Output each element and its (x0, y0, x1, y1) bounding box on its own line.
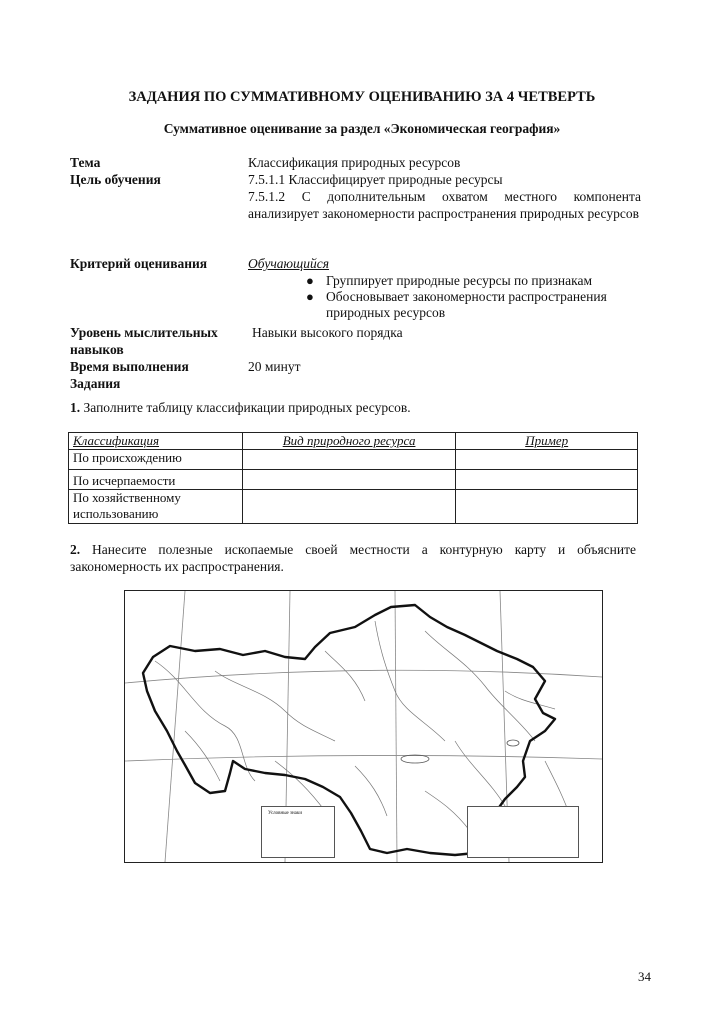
goal-item-2: 7.5.1.2 С дополнительным охватом местного компонента анализирует закономерности распространения природных ресурсов (248, 189, 641, 221)
criterion-item-text: Группирует природные ресурсы по признакам (326, 273, 593, 288)
table-row (69, 490, 638, 524)
criterion-item-text: Обосновывает закономерности распространения природных ресурсов (326, 289, 607, 320)
task1-number: 1. (70, 400, 81, 415)
time-label-line1: Время выполнения (70, 359, 189, 374)
map-legend-label: Условные знаки (268, 811, 302, 816)
level-label-line1: Уровень мыслительных (70, 325, 218, 340)
table-cell-classification: По хозяйственному использованию (69, 490, 243, 524)
time-value: 20 минут (248, 359, 301, 374)
table-cell-answer[interactable] (242, 450, 456, 470)
task2-instruction: Нанесите полезные ископаемые своей местности а контурную карту и объясните закономерность их распространения. (70, 542, 636, 574)
page-number: 34 (638, 969, 651, 984)
goal-item-1: 7.5.1.1 Классифицирует природные ресурсы (248, 172, 503, 187)
task2-number: 2. (70, 542, 81, 557)
topic-label: Тема (70, 155, 101, 170)
topic-value: Классификация природных ресурсов (248, 155, 461, 170)
lake-shape (507, 740, 519, 746)
table-header-row (69, 433, 638, 450)
table-row (69, 470, 638, 490)
map-inset-box (467, 806, 579, 858)
table-cell-answer[interactable] (242, 490, 456, 524)
bullet-icon: ● (306, 289, 314, 304)
table-cell-classification: По исчерпаемости (69, 470, 243, 490)
table-header-cell: Вид природного ресурса (242, 433, 456, 450)
table-header-cell: Пример (456, 433, 638, 450)
table-cell-answer[interactable] (242, 470, 456, 490)
page-title: ЗАДАНИЯ ПО СУММАТИВНОМУ ОЦЕНИВАНИЮ ЗА 4 ЧЕТВЕРТЬ (128, 89, 596, 105)
criterion-item (304, 273, 644, 289)
level-value: Навыки высокого порядка (252, 325, 403, 340)
table-header-cell: Классификация (69, 433, 243, 450)
criterion-list (304, 273, 644, 321)
goal-label: Цель обучения (70, 172, 161, 187)
time-label-line2: Задания (70, 376, 121, 391)
task2-text (70, 541, 636, 575)
criterion-item (304, 289, 644, 321)
bullet-icon: ● (306, 273, 314, 288)
lake-shape (401, 755, 429, 763)
criterion-intro: Обучающийся (248, 256, 330, 271)
table-cell-answer[interactable] (456, 470, 638, 490)
task1-instruction: Заполните таблицу классификации природных ресурсов. (80, 400, 411, 415)
level-label-line2: навыков (70, 342, 124, 357)
page-subtitle: Суммативное оценивание за раздел «Экономическая география» (163, 121, 561, 136)
table-cell-classification: По происхождению (69, 450, 243, 470)
classification-table (68, 432, 638, 524)
table-row (69, 450, 638, 470)
task1-text (70, 400, 411, 416)
table-cell-answer[interactable] (456, 450, 638, 470)
table-cell-answer[interactable] (456, 490, 638, 524)
criterion-label: Критерий оценивания (70, 256, 208, 271)
